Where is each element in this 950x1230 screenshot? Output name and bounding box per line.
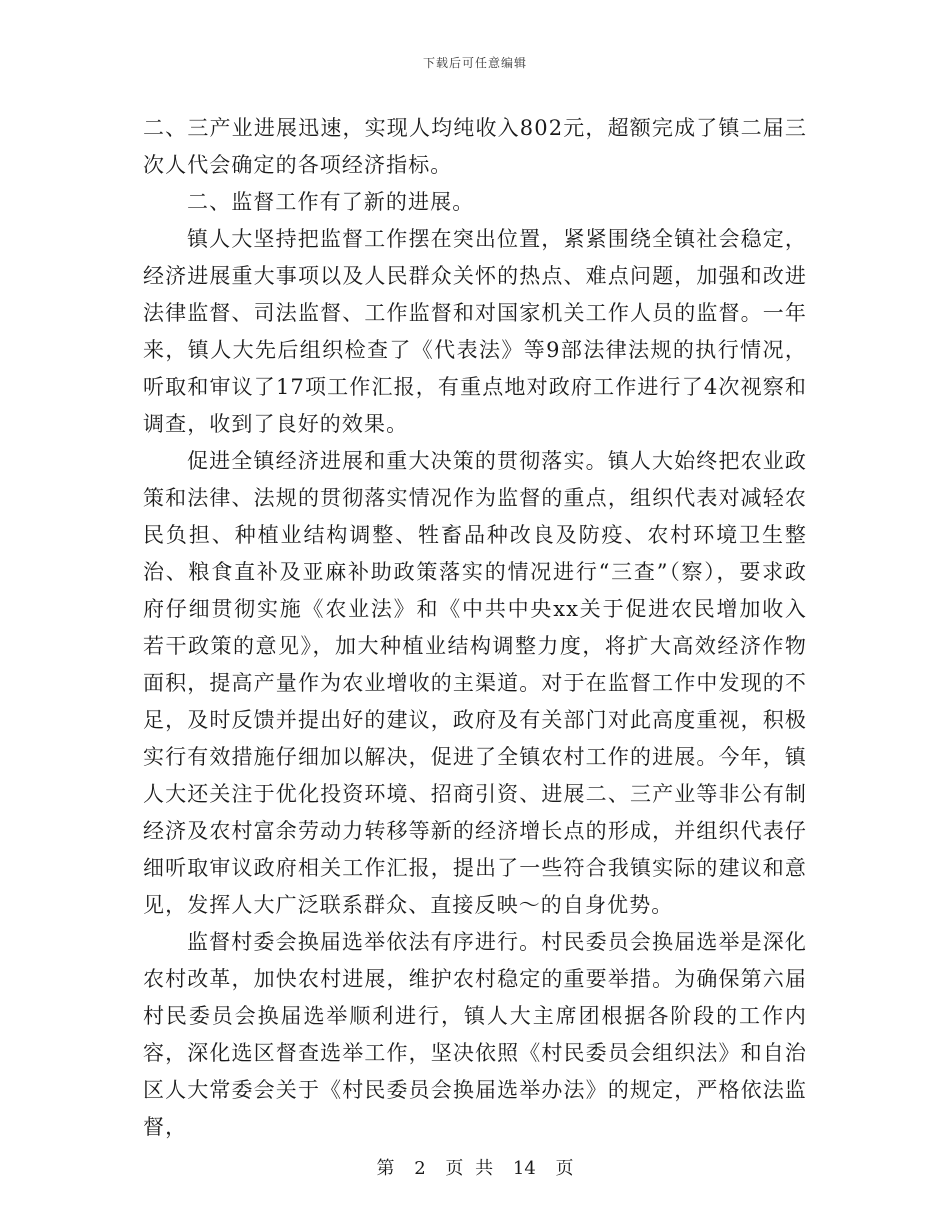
footer-total-pages: 14	[512, 1158, 536, 1179]
footer-prefix: 第	[376, 1158, 395, 1179]
footer-middle: 页 共	[445, 1158, 494, 1179]
page-header: 下载后可任意编辑	[422, 56, 527, 70]
page-footer	[0, 1154, 950, 1180]
paragraph-supervision-overview: 镇人大坚持把监督工作摆在突出位置，紧紧围绕全镇社会稳定，经济进展重大事项以及人民群众关怀的热点、难点问题，加强和改进法律监督、司法监督、工作监督和对国家机关工作人员的监督。一年来，镇人大先后组织检查了《代表法》等9部法律法规的执行情况，听取和审议了17项工作汇报，有重点地对政府工作进行了4次视察和调查，收到了良好的效果。	[143, 227, 807, 436]
document-body	[143, 110, 807, 1146]
footer-suffix: 页	[555, 1158, 574, 1179]
paragraph-economic-policy: 促进全镇经济进展和重大决策的贯彻落实。镇人大始终把农业政策和法律、法规的贯彻落实情况作为监督的重点，组织代表对减轻农民负担、种植业结构调整、牲畜品种改良及防疫、农村环境卫生整治、粮食直补及亚麻补助政策落实的情况进行“三查”（察），要求政府仔细贯彻实施《农业法》和《中共中央xx关于促进农民增加收入若干政策的意见》，加大种植业结构调整力度，将扩大高效经济作物面积，提高产量作为农业增收的主渠道。对于在监督工作中发现的不足，及时反馈并提出好的建议，政府及有关部门对此高度重视，积极实行有效措施仔细加以解决，促进了全镇农村工作的进展。今年，镇人大还关注于优化投资环境、招商引资、进展二、三产业等非公有制经济及农村富余劳动力转移等新的经济增长点的形成，并组织代表仔细听取审议政府相关工作汇报，提出了一些符合我镇实际的建议和意见，发挥人大广泛联系群众、直接反映～的自身优势。	[143, 449, 807, 917]
paragraph-village-election: 监督村委会换届选举依法有序进行。村民委员会换届选举是深化农村改革，加快农村进展，维护农村稳定的重要举措。为确保第六届村民委员会换届选举顺利进行，镇人大主席团根据各阶段的工作内容，深化选区督查选举工作，坚决依照《村民委员会组织法》和自治区人大常委会关于《村民委员会换届选举办法》的规定，严格依法监督，	[143, 930, 807, 1139]
section-heading: 二、监督工作有了新的进展。	[187, 190, 475, 214]
paragraph-continuation: 二、三产业进展迅速，实现人均纯收入802元，超额完成了镇二届三次人代会确定的各项经济指标。	[143, 116, 807, 177]
footer-page-number: 2	[414, 1158, 426, 1179]
